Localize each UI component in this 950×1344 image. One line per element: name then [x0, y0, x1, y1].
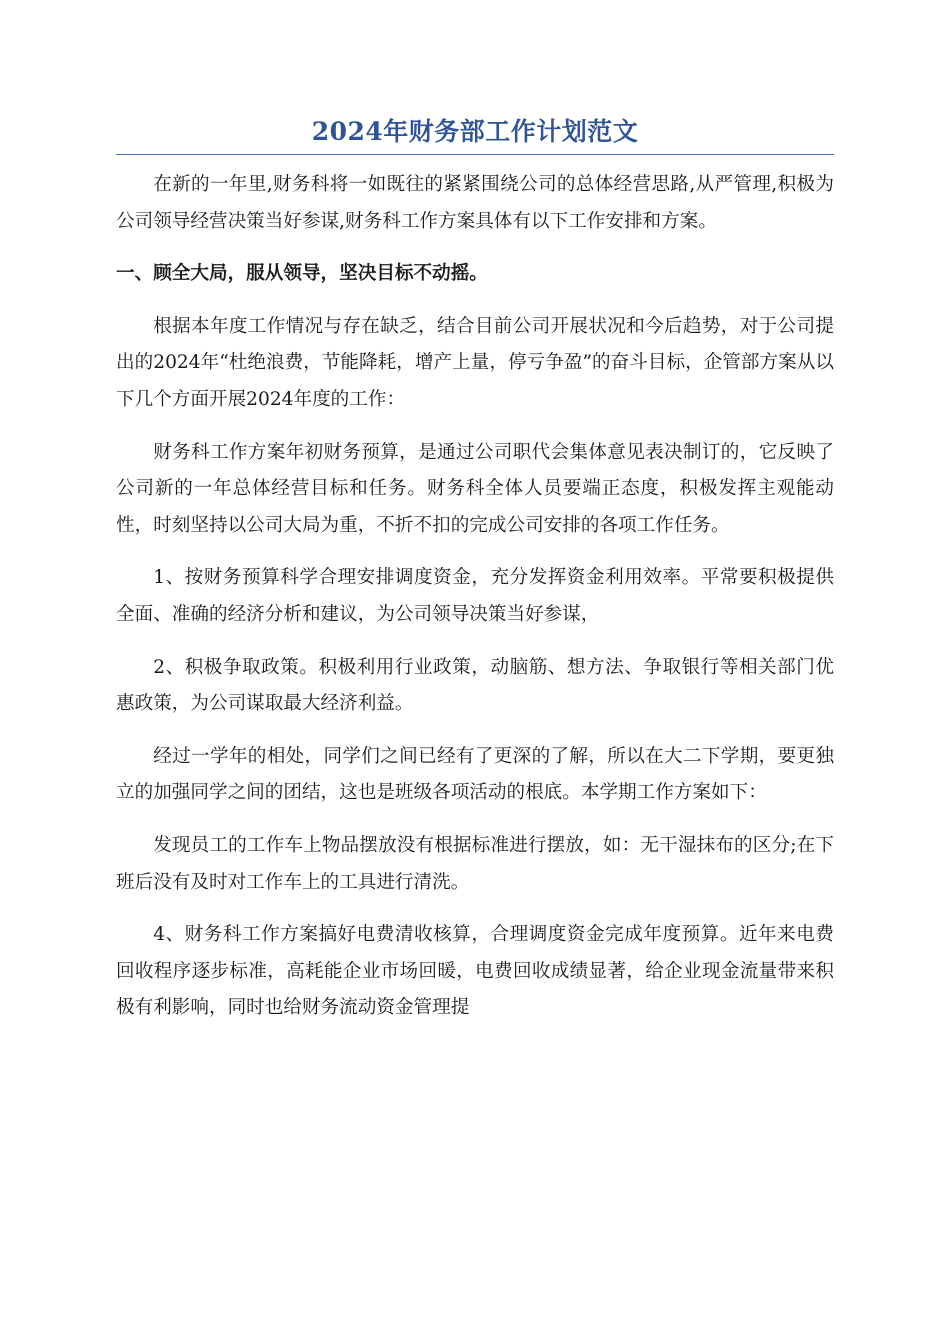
body-paragraph-3: 1、按财务预算科学合理安排调度资金，充分发挥资金利用效率。平常要积极提供全面、准确的经济分析和建议，为公司领导决策当好参谋，	[116, 567, 834, 625]
body-paragraph-7: 4、财务科工作方案搞好电费清收核算，合理调度资金完成年度预算。近年来电费回收程序逐步标准，高耗能企业市场回暖，电费回收成绩显著，给企业现金流量带来积极有利影响，同时也给财务流动资金管理提	[116, 924, 834, 1019]
body-paragraph-4: 2、积极争取政策。积极利用行业政策，动脑筋、想方法、争取银行等相关部门优惠政策，为公司谋取最大经济利益。	[116, 656, 834, 715]
document-page	[116, 112, 834, 1043]
body-paragraph-6: 发现员工的工作车上物品摆放没有根据标准进行摆放，如：无干湿抹布的区分;在下班后没有及时对工作车上的工具进行清洗。	[116, 834, 834, 893]
body-paragraph-5: 经过一学年的相处，同学们之间已经有了更深的了解，所以在大二下学期，要更独立的加强同学之间的团结，这也是班级各项活动的根底。本学期工作方案如下：	[116, 745, 834, 804]
body-paragraph-2: 财务科工作方案年初财务预算，是通过公司职代会集体意见表决制订的，它反映了公司新的一年总体经营目标和任务。财务科全体人员要端正态度，积极发挥主观能动性，时刻坚持以公司大局为重，不折不扣的完成公司安排的各项工作任务。	[116, 441, 834, 536]
intro-paragraph: 在新的一年里,财务科将一如既往的紧紧围绕公司的总体经营思路,从严管理,积极为公司领导经营决策当好参谋,财务科工作方案具体有以下工作安排和方案。	[116, 174, 834, 232]
section-heading-1: 一、顾全大局，服从领导，坚决目标不动摇。	[116, 263, 488, 285]
body-paragraph-1: 根据本年度工作情况与存在缺乏，结合目前公司开展状况和今后趋势，对于公司提出的2024年“杜绝浪费，节能降耗，增产上量，停亏争盈”的奋斗目标，企管部方案从以下几个方面开展2024年度的工作：	[116, 315, 834, 410]
document-title: 2024年财务部工作计划范文	[116, 112, 834, 155]
